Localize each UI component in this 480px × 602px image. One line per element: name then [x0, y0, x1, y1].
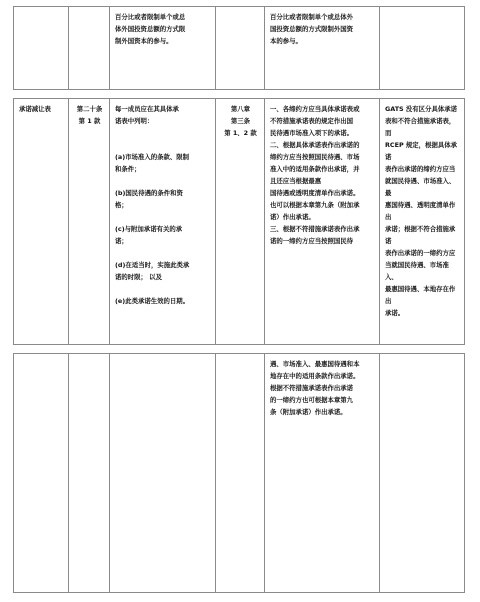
rcep-text-cell [265, 99, 380, 344]
topic-text: 承诺减让表 [19, 105, 51, 113]
cell-empty [69, 7, 110, 89]
cell-empty [69, 354, 110, 592]
table-block-bottom [13, 353, 465, 593]
comparison-cell [380, 99, 464, 344]
cell-empty [216, 7, 265, 89]
gats-text: 每一成员应在其具体承 诺表中列明： (a)市场准入的条款、限制 和条件； (b)国民待遇的条件和资 格； (c)与附加承诺有关的承 诺； (d)在适当时，实施此类承 诺的时限； 以及 (e)此类承诺生效的日期。 [115, 105, 190, 305]
rcep-text: 一、各缔约方应当具体承诺表或 不符措施承诺表的规定作出国 民待遇市场准入项下的承诺。 二、根据具体承诺表作出承诺的 缔约方应当按照国民待遇、市场 准入中的适用条款作出承诺，并 且还应当根据最惠 国待遇或透明度清单作出承诺。 也可以根据本章第九条（附加承 诺）作出承诺。 三、根据不符措施承诺表作出承 诺的一缔约方应当按照国民待 [270, 105, 360, 245]
table-block-top [13, 6, 465, 90]
table-block-middle [13, 98, 465, 345]
gats-text-cell [110, 7, 216, 89]
cell-empty [216, 354, 265, 592]
cell-empty [380, 354, 464, 592]
cell-empty [14, 354, 69, 592]
gats-article-text: 第二十条 第 1 款 [76, 105, 103, 125]
topic-cell [14, 99, 69, 344]
rcep-text-cell [265, 354, 380, 592]
gats-article-cell [69, 99, 110, 344]
rcep-text-cell [265, 7, 380, 89]
cell-empty [14, 7, 69, 89]
gats-text: 百分比或者限制单个或总 体外国投资总额的方式限 制外国资本的参与。 [115, 13, 186, 45]
comparison-text: GATS 没有区分具体承诺 表和不符合措施承诺表，而 RCEP 规定，根据具体承诺 表作出承诺的缔约方应当 就国民待遇、市场准入、最 惠国待遇、透明度清单作出 承诺；根据不符合措施承诺 表作出承诺的一缔约方应 当就国民待遇、市场准入、 最惠国待遇、本地存在作出 承诺。 [385, 105, 458, 317]
rcep-article-text: 第八章 第三条 第 1、2 款 [224, 105, 257, 137]
cell-empty [380, 7, 464, 89]
rcep-article-cell [216, 99, 265, 344]
rcep-text: 百分比或者限制单个或总体外 国投资总额的方式限制外国资 本的参与。 [270, 13, 354, 45]
gats-text-cell [110, 99, 216, 344]
cell-empty [110, 354, 216, 592]
rcep-text: 遇、市场准入、最惠国待遇和本 地存在中的适用条款作出承诺。 根据不符措施承诺表作出承诺 的一缔约方也可根据本章第九 条（附加承诺）作出承诺。 [270, 360, 360, 416]
